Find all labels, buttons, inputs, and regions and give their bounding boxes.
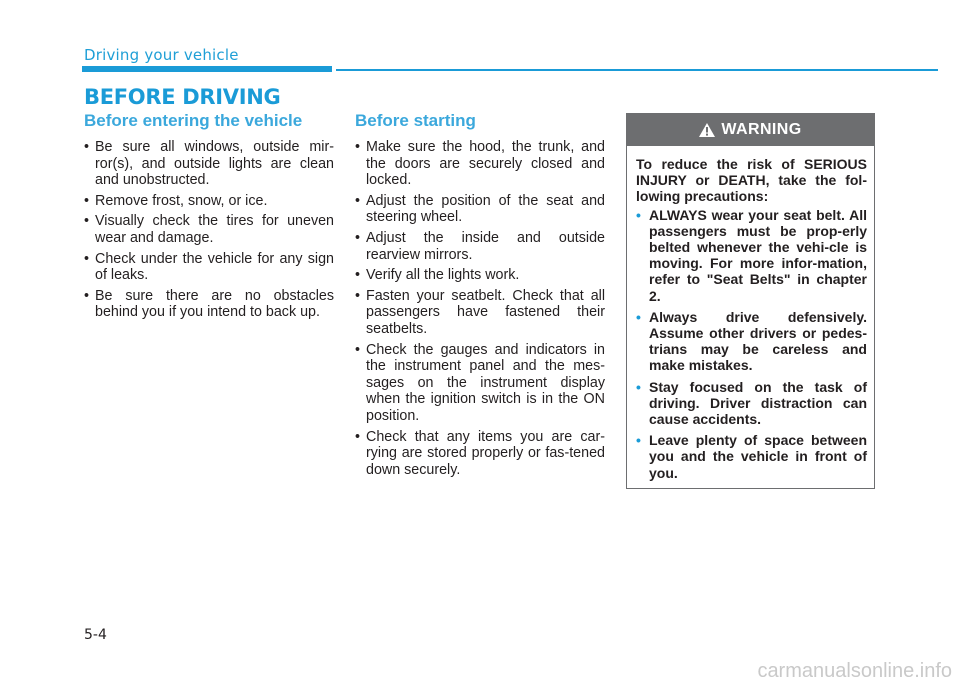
left-column-list xyxy=(84,139,334,321)
warning-intro: To reduce the risk of SERIOUS INJURY or DEATH, take the fol-lowing precautions: xyxy=(636,156,867,205)
list-item: • Check the gauges and indicators in the instrument panel and the mes-sages on the instrument display when the ignition switch is in the ON position. xyxy=(355,342,605,425)
page-number: 5-4 xyxy=(84,627,107,643)
warning-box xyxy=(626,113,875,489)
list-item: • Fasten your seatbelt. Check that all passengers have fastened their seatbelts. xyxy=(355,288,605,338)
section-label: Driving your vehicle xyxy=(84,46,239,64)
list-item: • Be sure there are no obstacles behind you if you intend to back up. xyxy=(84,288,334,321)
list-item: • Adjust the position of the seat and steering wheel. xyxy=(355,193,605,226)
list-item: • Check under the vehicle for any sign of leaks. xyxy=(84,251,334,284)
warning-list xyxy=(636,207,867,481)
list-item: • Verify all the lights work. xyxy=(355,267,605,284)
list-item: • Visually check the tires for uneven wear and damage. xyxy=(84,213,334,246)
left-column xyxy=(84,110,334,325)
header-rule-thin xyxy=(336,69,938,71)
list-item: • Remove frost, snow, or ice. xyxy=(84,193,334,210)
page-title: BEFORE DRIVING xyxy=(84,85,281,109)
middle-column xyxy=(355,110,605,482)
list-item: • Leave plenty of space between you and the vehicle in front of you. xyxy=(636,432,867,481)
list-item: • ALWAYS wear your seat belt. All passengers must be prop-erly belted whenever the vehi-cle is moving. For more infor-mation, refer to "Seat Belts" in chapter 2. xyxy=(636,207,867,304)
list-item: • Adjust the inside and outside rearview mirrors. xyxy=(355,230,605,263)
left-column-heading: Before entering the vehicle xyxy=(84,111,303,130)
warning-label: WARNING xyxy=(721,121,802,138)
list-item: • Always drive defensively. Assume other drivers or pedes-trians may be careless and make mistakes. xyxy=(636,309,867,374)
list-item: • Stay focused on the task of driving. Driver distraction can cause accidents. xyxy=(636,379,867,428)
list-item: • Be sure all windows, outside mir-ror(s), and outside lights are clean and unobstructed. xyxy=(84,139,334,189)
warning-triangle-icon xyxy=(699,123,715,137)
list-item: • Check that any items you are car-rying are stored properly or fas-tened down securely. xyxy=(355,429,605,479)
list-item: • Make sure the hood, the trunk, and the doors are securely closed and locked. xyxy=(355,139,605,189)
middle-column-list xyxy=(355,139,605,478)
warning-header xyxy=(627,114,874,146)
header-rule-thick xyxy=(82,66,332,72)
middle-column-heading: Before starting xyxy=(355,111,476,130)
warning-body xyxy=(627,146,874,481)
watermark: carmanualsonline.info xyxy=(757,660,952,682)
